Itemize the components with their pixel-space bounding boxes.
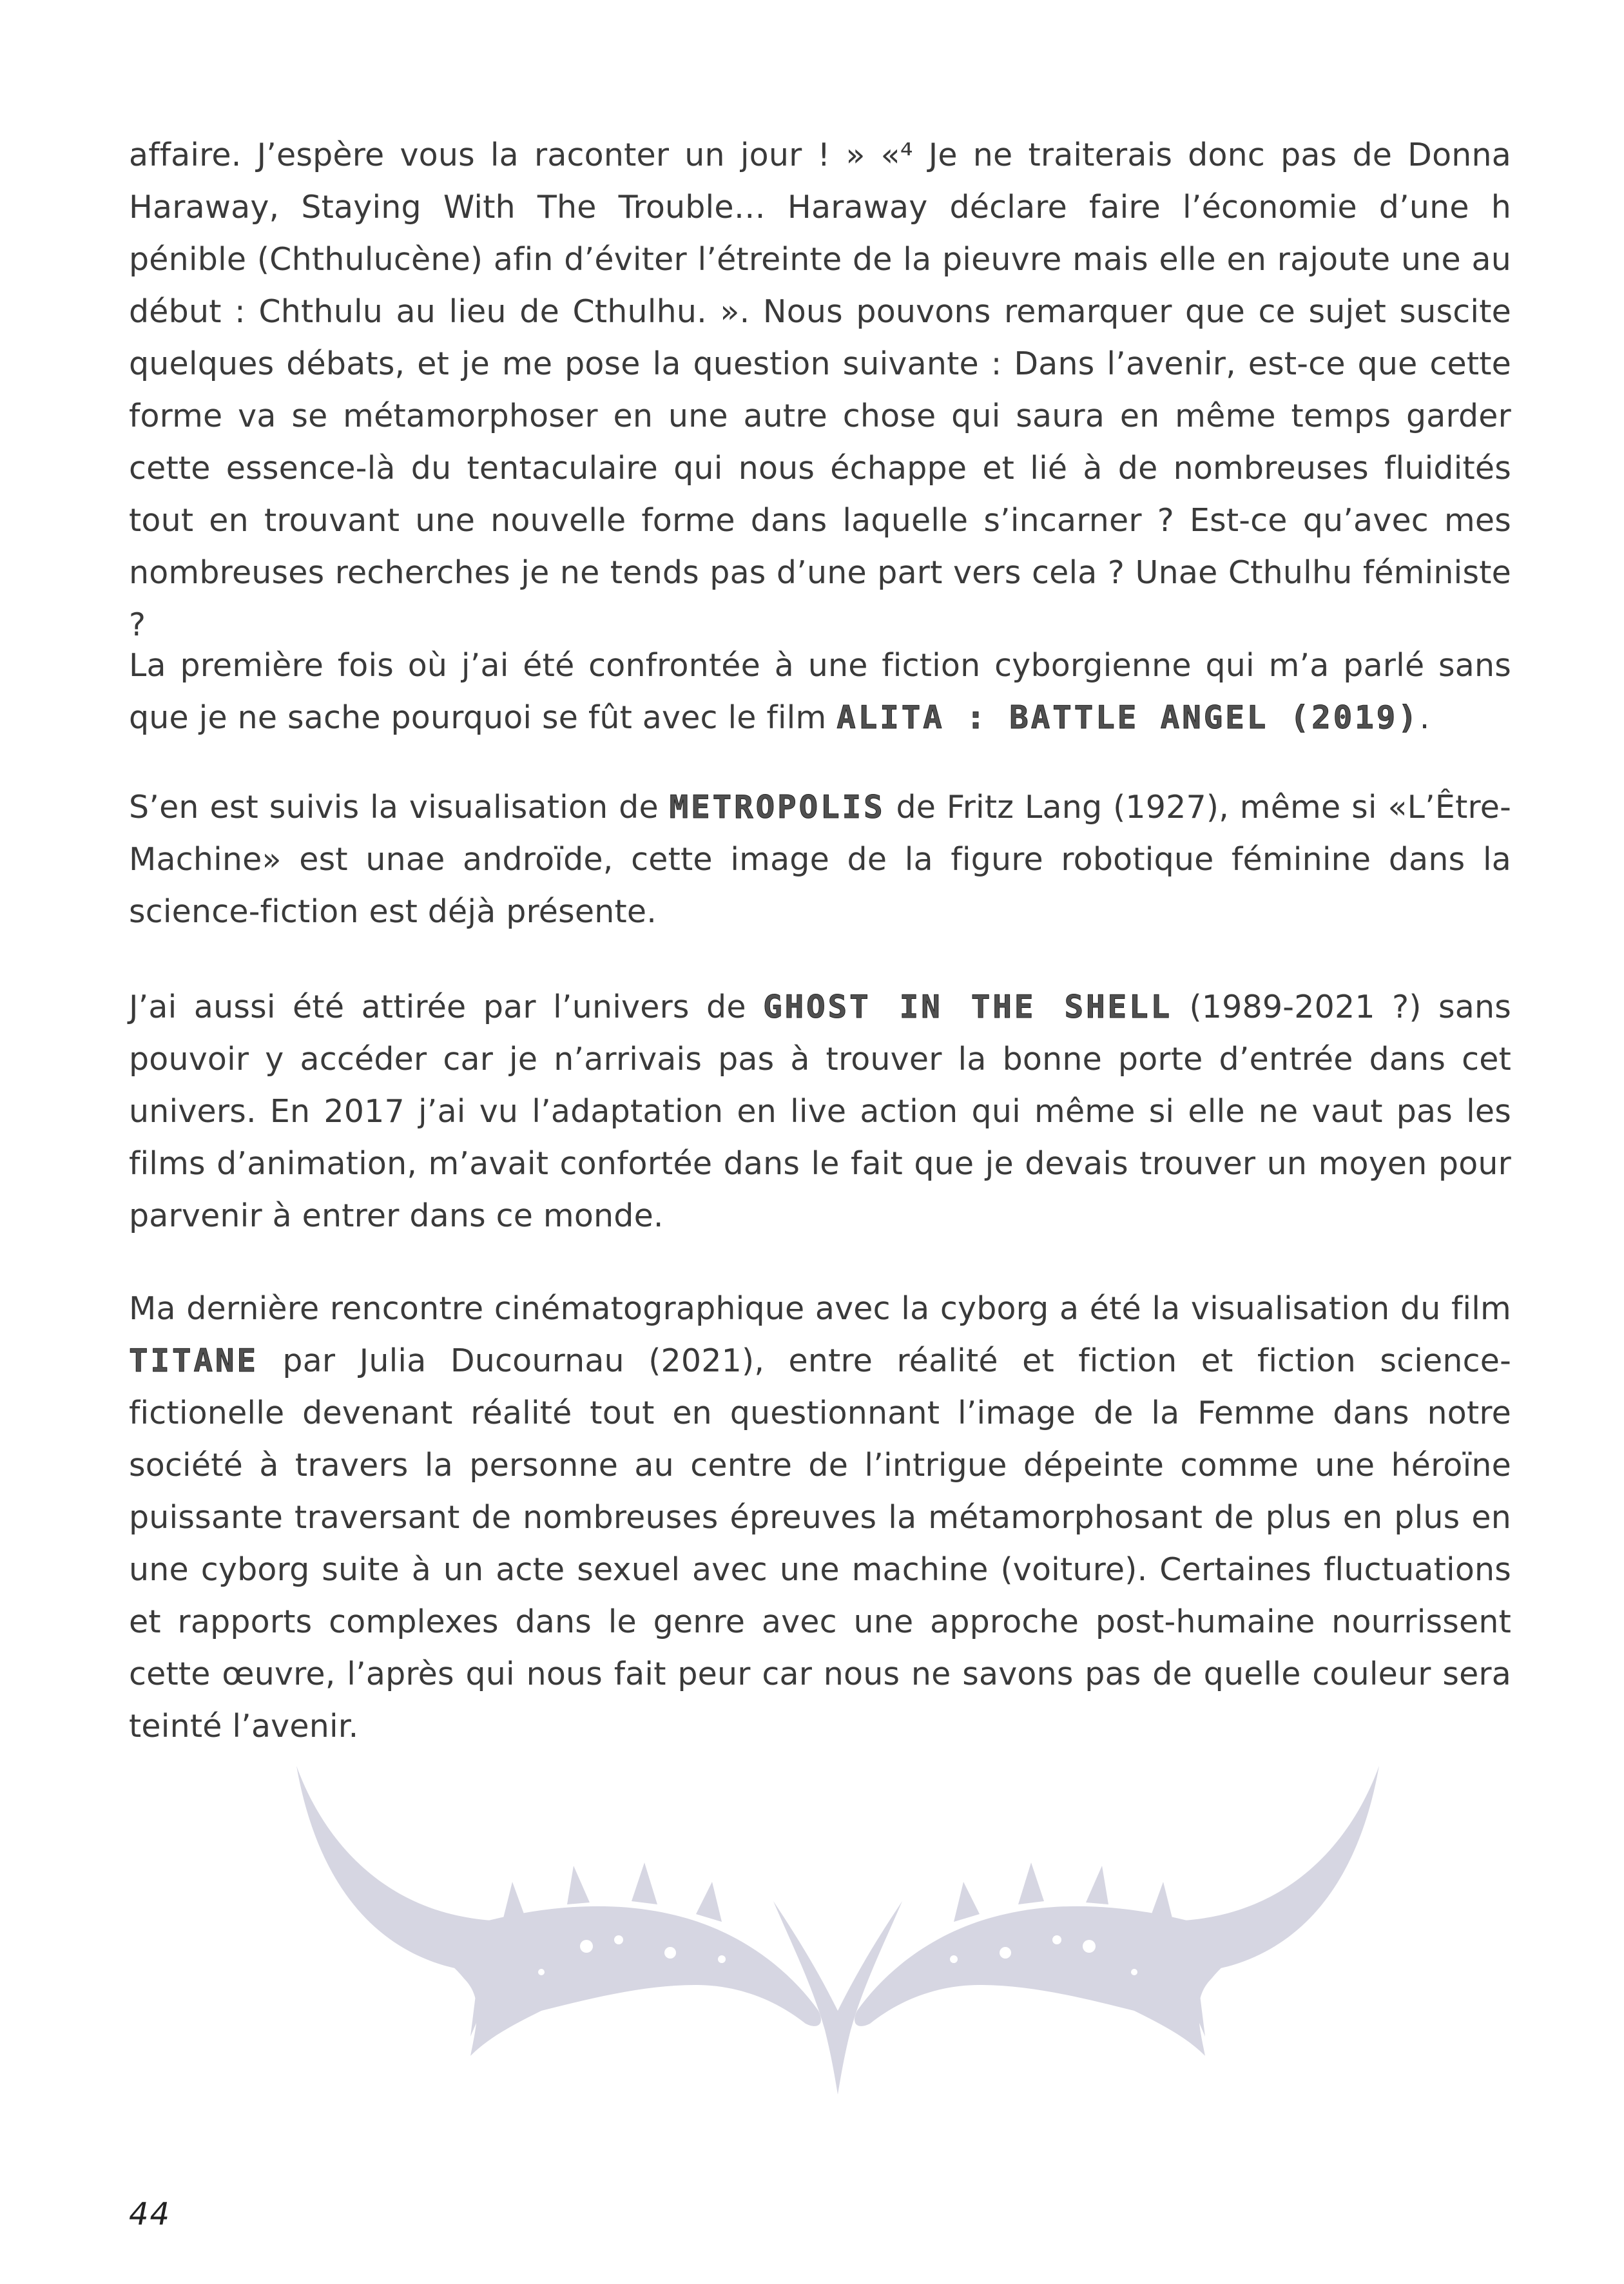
paragraph-text: La première fois où j’ai été confrontée à une fiction cyborgienne qui m’a parlé sans que je ne sache pourquoi se fût avec le film [129,647,1511,736]
paragraph-titane [129,1282,1511,1752]
paragraph-text: Ma dernière rencontre cinématographique avec la cyborg a été la visualisation du film [129,1290,1511,1327]
paragraph-alita [129,639,1511,744]
page-number: 44 [129,2196,171,2232]
paragraph-text: J’ai aussi été attirée par l’univers de [129,989,764,1025]
paragraph-metropolis [129,781,1511,938]
paragraph-cthulhu-question: affaire. J’espère vous la raconter un jour ! » «⁴ Je ne traiterais donc pas de Donna Haraway, Staying With The Trouble… Haraway déclare faire l’économie d’une h pénible (Chthulucène) afin d’éviter l’étreinte de la pieuvre mais elle en rajoute une au début : Chthulu au lieu de Cthulhu. ». Nous pouvons remarquer que ce sujet suscite quelques débats, et je me pose la question suivante : Dans l’avenir, est-ce que cette forme va se métamorphoser en une autre chose qui saura en même temps garder cette essence-là du tentaculaire qui nous échappe et lié à de nombreuses fluidités tout en trouvant une nouvelle forme dans laquelle s’incarner ? Est-ce qu’avec mes nombreuses recherches je ne tends pas d’une part vers cela ? Unae Cthulhu féministe ? [129,137,1511,643]
tentacle-ornament-icon [284,1753,1392,2101]
film-title-metropolis: METROPOLIS [669,789,885,826]
paragraph-text: par Julia Ducournau (2021), entre réalité et fiction et fiction science-fictionelle devenant réalité tout en questionnant l’image de la Femme dans notre société à travers la personne au centre de l’intrigue dépeinte comme une héroïne puissante traversant de nombreuses épreuves la métamorphosant de plus en plus en une cyborg suite à un acte sexuel avec une machine (voiture). Certaines fluctuations et rapports complexes dans le genre avec une approche post-humaine nourrissent cette œuvre, l’après qui nous fait peur car nous ne savons pas de quelle couleur sera teinté l’avenir. [129,1342,1511,1745]
film-title-titane: TITANE [129,1342,259,1379]
paragraph-ghost-in-the-shell [129,981,1511,1242]
paragraph-text: . [1419,699,1430,736]
film-title-ghost-in-the-shell: GHOST IN THE SHELL [763,989,1173,1025]
paragraph-text: S’en est suivis la visualisation de [129,789,670,826]
paragraph-text: de Fritz Lang (1927), même si «L’Être-Machine» est unae androïde, cette image de la figure robotique féminine dans la science-fiction est déjà présente. [129,789,1511,930]
film-title-alita: ALITA : BATTLE ANGEL (2019) [836,699,1420,736]
paragraph-text: (1989-2021 ?) sans pouvoir y accéder car je n’arrivais pas à trouver la bonne porte d’entrée dans cet univers. En 2017 j’ai vu l’adaptation en live action qui même si elle ne vaut pas les films d’animation, m’avait confortée dans le fait que je devais trouver un moyen pour parvenir à entrer dans ce monde. [129,989,1511,1234]
